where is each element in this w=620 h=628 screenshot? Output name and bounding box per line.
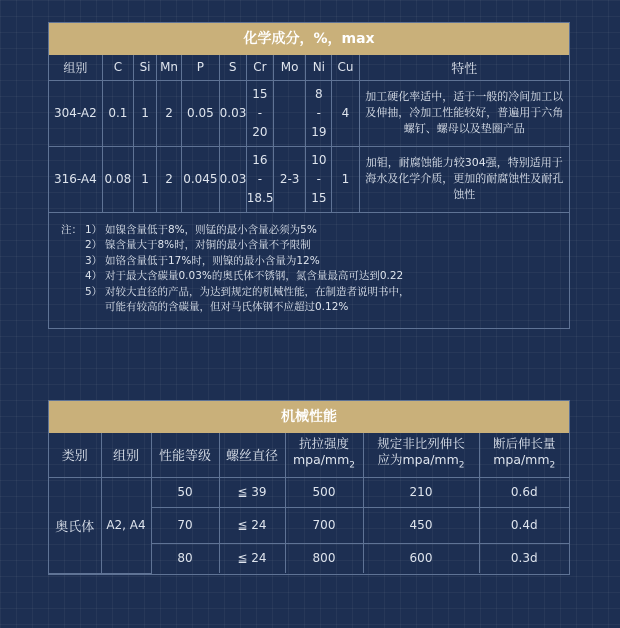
row-c: 0.08 (102, 146, 133, 212)
tensile-label: 抗拉强度 (298, 436, 349, 451)
note-number: 5） (85, 285, 103, 298)
note-text: 镍含量大于8%时，对铜的最小含量不予限制 (105, 239, 311, 252)
mechanical-title: 机械性能 (49, 401, 569, 433)
header-cr: Cr (246, 55, 273, 80)
note-text: 对较大直径的产品，为达到规定的机械性能，在制造者说明书中， (105, 285, 410, 298)
row-p: 0.045 (182, 146, 220, 212)
header-diameter: 螺丝直径 (219, 433, 285, 477)
row-mo (273, 80, 305, 146)
header-grade: 性能等级 (151, 433, 219, 477)
ni-min: 8 (315, 86, 323, 101)
row-group: 316-A4 (49, 146, 102, 212)
notes-prefix: 注： (61, 223, 82, 236)
header-elongation (479, 433, 569, 477)
diameter-cell: ≦ 24 (219, 507, 285, 543)
note-item (61, 254, 557, 270)
notes (49, 213, 569, 329)
header-property: 特性 (359, 55, 569, 80)
note-text: 对于最大含碳量0.03%的奥氏体不锈钢，氮含量最高可达到0.22 (105, 270, 404, 283)
elongation-cell: 0.4d (479, 507, 569, 543)
tensile-cell: 800 (285, 543, 363, 573)
category-cell: 奥氏体 (49, 477, 101, 573)
table-row (49, 80, 569, 146)
header-tensile (285, 433, 363, 477)
row-cu: 4 (332, 80, 359, 146)
note-item (61, 238, 557, 254)
tensile-cell: 700 (285, 507, 363, 543)
ni-dash: - (316, 171, 322, 186)
row-ni (306, 146, 332, 212)
note-text: 如铬含量低于17%时，则镍的最小含量为12% (105, 254, 320, 267)
header-group: 组别 (49, 55, 102, 80)
cr-min: 15 (252, 86, 268, 101)
table-row (49, 477, 569, 507)
chemical-title: 化学成分，%，max (49, 23, 569, 55)
grade-cell: 50 (151, 477, 219, 507)
row-property: 加工硬化率适中，适于一般的冷间加工以及伸抽，冷加工性能较好，普遍用于六角螺钉、螺母以及垫圈产品 (359, 80, 569, 146)
ni-max: 15 (311, 190, 327, 205)
note-item (61, 285, 557, 301)
note-item (61, 269, 557, 285)
note-number: 4） (85, 270, 103, 283)
chemical-composition-panel (48, 22, 570, 329)
elong-unit: mpa/$mm_2$ (493, 452, 556, 471)
group-cell: A2, A4 (101, 477, 151, 573)
tensile-cell: 500 (285, 477, 363, 507)
header-mo: Mo (273, 55, 305, 80)
row-si: 1 (134, 80, 157, 146)
row-group: 304-A2 (49, 80, 102, 146)
note-number: 3） (85, 254, 103, 267)
yield-cell: 600 (363, 543, 479, 573)
note-continuation: 可能有较高的含碳量，但对马氏体钢不应超过0.12% (105, 301, 349, 314)
chemical-header-row (49, 55, 569, 80)
cr-max: 20 (252, 124, 268, 139)
row-s: 0.03 (219, 146, 246, 212)
note-item (61, 223, 557, 239)
grade-cell: 70 (151, 507, 219, 543)
note-number: 2） (85, 239, 103, 252)
note-number: 1） (85, 223, 103, 236)
header-s: S (219, 55, 246, 80)
row-cu: 1 (332, 146, 359, 212)
elong-label: 断后伸长量 (492, 436, 556, 451)
header-c: C (102, 55, 133, 80)
header-cu: Cu (332, 55, 359, 80)
row-cr (246, 146, 273, 212)
ni-max: 19 (311, 124, 327, 139)
row-s: 0.03 (219, 80, 246, 146)
mechanical-table (49, 433, 569, 574)
tensile-unit: mpa/$mm_2$ (292, 452, 356, 471)
header-mn: Mn (157, 55, 182, 80)
elongation-cell: 0.6d (479, 477, 569, 507)
row-mn: 2 (157, 80, 182, 146)
yield-unit: 应为mpa/$mm_2$ (377, 452, 465, 471)
header-si: Si (134, 55, 157, 80)
row-property: 加钼，耐腐蚀能力较304强，特别适用于海水及化学介质，更加的耐腐蚀性及耐孔蚀性 (359, 146, 569, 212)
note-text: 如镍含量低于8%，则锰的最小含量必须为5% (105, 223, 317, 236)
yield-label: 规定非比列伸长 (377, 436, 465, 451)
grade-cell: 80 (151, 543, 219, 573)
row-c: 0.1 (102, 80, 133, 146)
header-p: P (182, 55, 220, 80)
header-ni: Ni (306, 55, 332, 80)
elongation-cell: 0.3d (479, 543, 569, 573)
mechanical-header-row (49, 433, 569, 477)
cr-max: 18.5 (246, 190, 274, 205)
yield-cell: 210 (363, 477, 479, 507)
cr-min: 16 (252, 152, 268, 167)
ni-dash: - (316, 105, 322, 120)
row-si: 1 (134, 146, 157, 212)
header-group: 组别 (101, 433, 151, 477)
row-mn: 2 (157, 146, 182, 212)
ni-min: 10 (311, 152, 327, 167)
row-mo: 2-3 (273, 146, 305, 212)
yield-cell: 450 (363, 507, 479, 543)
diameter-cell: ≦ 39 (219, 477, 285, 507)
header-yield (363, 433, 479, 477)
row-p: 0.05 (182, 80, 220, 146)
row-cr (246, 80, 273, 146)
header-category: 类别 (49, 433, 101, 477)
chemical-table (49, 55, 569, 213)
diameter-cell: ≦ 24 (219, 543, 285, 573)
table-row (49, 146, 569, 212)
cr-dash: - (257, 171, 263, 186)
row-ni (306, 80, 332, 146)
cr-dash: - (257, 105, 263, 120)
mechanical-properties-panel (48, 400, 570, 575)
